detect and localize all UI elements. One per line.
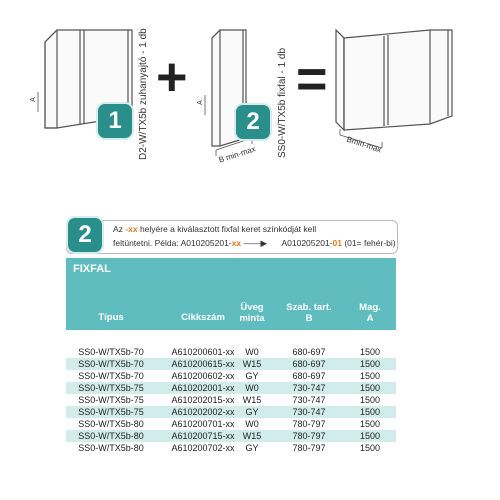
cell-tipus: SS0-W/TX5b-70 — [78, 371, 144, 381]
header-szab-line-1: Szab. tart. — [286, 302, 332, 313]
table-row — [66, 346, 396, 358]
assembled-enclosure-illustration — [336, 30, 452, 148]
header-tipus: Típus — [98, 312, 124, 323]
header-uveg — [230, 302, 274, 324]
cell-mag: 1500 — [359, 443, 381, 453]
cell-uveg: W15 — [242, 431, 262, 441]
cell-tipus: SS0-W/TX5b-75 — [78, 395, 144, 405]
cell-mag: 1500 — [359, 407, 381, 417]
cell-mag: 1500 — [359, 371, 381, 381]
step-1-badge: 1 — [98, 104, 132, 138]
note-line-2-example-code: 01 — [332, 238, 342, 248]
note-line-2-end: (01= fehér-bi) — [341, 238, 396, 248]
step-1-label: D2-W/TX5b zuhanyajtó - 1 db — [138, 28, 149, 160]
plus-sign: + — [156, 47, 188, 107]
note-line-1-end: helyére a kiválasztott fixfal keret színkódját kell — [137, 224, 317, 234]
header-szab-line-2: B — [305, 313, 313, 324]
cell-cikkszam: A610200601-xx — [171, 347, 235, 357]
cell-cikkszam: A610200702-xx — [171, 443, 235, 453]
cell-szab: 680-697 — [292, 371, 326, 381]
table-row — [66, 418, 396, 430]
header-uveg-line-2: minta — [239, 313, 265, 324]
header-cikkszam: Cikkszám — [181, 312, 225, 323]
cell-uveg: W15 — [242, 395, 262, 405]
header-mag-line-1: Mag. — [359, 302, 381, 313]
cell-uveg: W0 — [245, 383, 259, 393]
cell-szab: 780-797 — [292, 431, 326, 441]
table-row — [66, 442, 396, 454]
note-step-badge: 2 — [68, 218, 102, 252]
cell-uveg: W0 — [245, 419, 259, 429]
cell-mag: 1500 — [359, 383, 381, 393]
header-uveg-line-1: Üveg — [240, 302, 264, 313]
note-line-1-start: Az — [113, 224, 126, 234]
color-code-note — [66, 220, 398, 254]
arrow-icon: ——▶ — [243, 238, 268, 248]
cell-cikkszam: A610200602-xx — [171, 371, 235, 381]
cell-tipus: SS0-W/TX5b-75 — [78, 407, 144, 417]
cell-tipus: SS0-W/TX5b-80 — [78, 431, 144, 441]
cell-tipus: SS0-W/TX5b-75 — [78, 383, 144, 393]
cell-cikkszam: A610200615-xx — [171, 359, 235, 369]
section-header — [66, 258, 396, 282]
cell-mag: 1500 — [359, 347, 381, 357]
cell-cikkszam: A610202001-xx — [171, 383, 235, 393]
table-row — [66, 406, 396, 418]
table-header — [66, 282, 396, 330]
note-line-2-start: feltüntetni. Példa: A010205201- — [113, 238, 232, 248]
step-2-label: SS0-W/TX5b fixfal - 1 db — [277, 47, 288, 158]
cell-szab: 730-747 — [292, 383, 326, 393]
note-line-2 — [113, 238, 396, 249]
height-marker-door: A — [29, 97, 37, 102]
cell-tipus: SS0-W/TX5b-80 — [78, 443, 144, 453]
cell-cikkszam: A610202002-xx — [171, 407, 235, 417]
panel-width-label: B min-max — [217, 144, 257, 165]
note-line-1 — [113, 224, 316, 234]
note-line-2-highlight: xx — [231, 238, 242, 248]
cell-szab: 680-697 — [292, 359, 326, 369]
note-line-1-highlight: -xx — [125, 224, 138, 234]
note-line-2-example: A010205201- — [281, 238, 333, 248]
cell-uveg: W15 — [242, 359, 262, 369]
header-mag — [344, 302, 396, 324]
height-marker-panel: A — [196, 100, 204, 105]
table-row — [66, 394, 396, 406]
equals-sign: = — [296, 49, 328, 109]
enclosure-width-label: Bmin-max — [345, 134, 383, 155]
cell-szab: 680-697 — [292, 347, 326, 357]
header-mag-line-2: A — [366, 313, 374, 324]
cell-szab: 730-747 — [292, 407, 326, 417]
cell-uveg: GY — [245, 371, 259, 381]
cell-uveg: GY — [245, 443, 259, 453]
cell-tipus: SS0-W/TX5b-80 — [78, 419, 144, 429]
cell-mag: 1500 — [359, 431, 381, 441]
cell-cikkszam: A610202015-xx — [171, 395, 235, 405]
cell-mag: 1500 — [359, 419, 381, 429]
header-szab — [274, 302, 344, 324]
cell-szab: 730-747 — [292, 395, 326, 405]
product-diagram — [0, 0, 500, 210]
cell-mag: 1500 — [359, 359, 381, 369]
cell-mag: 1500 — [359, 395, 381, 405]
cell-uveg: GY — [245, 407, 259, 417]
cell-szab: 780-797 — [292, 419, 326, 429]
step-2-badge: 2 — [236, 105, 270, 139]
cell-cikkszam: A610200701-xx — [171, 419, 235, 429]
cell-cikkszam: A610200715-xx — [171, 431, 235, 441]
cell-uveg: W0 — [245, 347, 259, 357]
cell-szab: 780-797 — [292, 443, 326, 453]
table-row — [66, 358, 396, 370]
table-row — [66, 430, 396, 442]
cell-tipus: SS0-W/TX5b-70 — [78, 359, 144, 369]
cell-tipus: SS0-W/TX5b-70 — [78, 347, 144, 357]
section-title: FIXFAL — [73, 263, 111, 275]
table-row — [66, 382, 396, 394]
table-row — [66, 370, 396, 382]
